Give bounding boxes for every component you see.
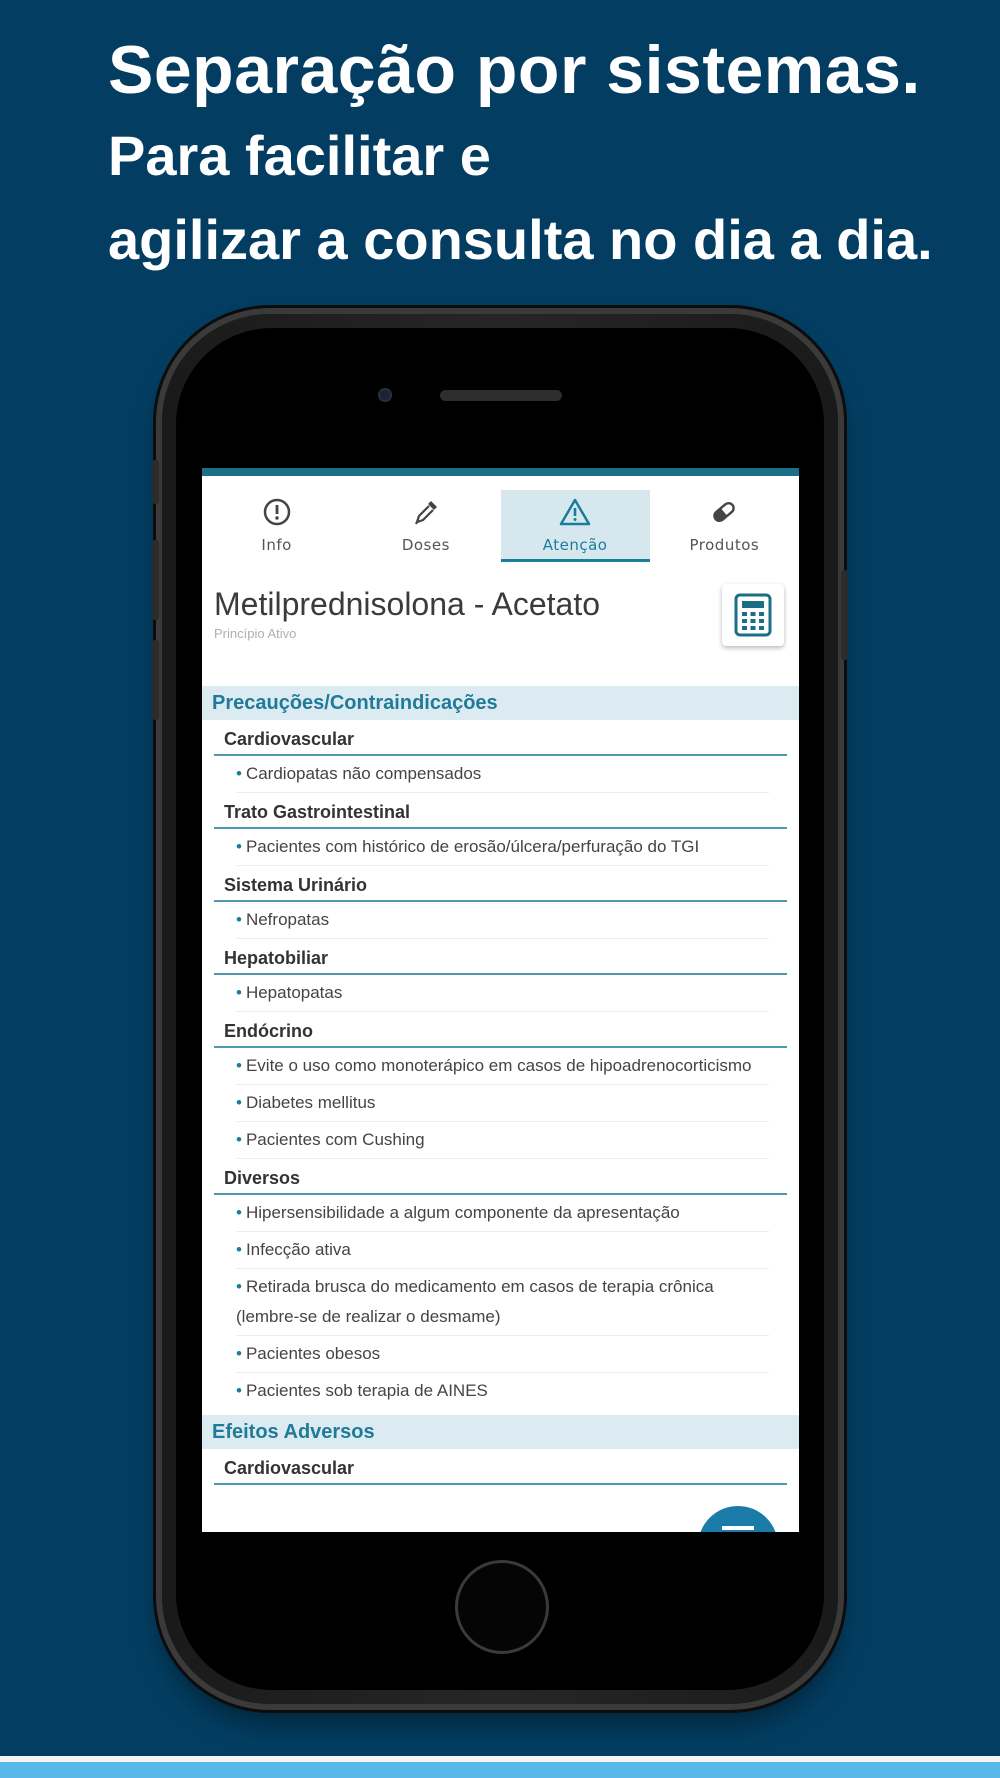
list-item-text: Pacientes com histórico de erosão/úlcera/perfuração do TGI: [245, 837, 700, 856]
tab-atencao[interactable]: [501, 490, 650, 562]
volume-down-button: [152, 640, 159, 720]
headline-line-2: Para facilitar e: [108, 124, 491, 187]
info-circle-icon: [261, 496, 293, 528]
list-item-text: Cardiopatas não compensados: [245, 764, 482, 783]
bullet: •: [236, 1203, 242, 1222]
bullet: •: [236, 983, 242, 1002]
list-item: [236, 1122, 769, 1159]
category-header: Endócrino: [214, 1016, 787, 1048]
floating-menu-button[interactable]: [698, 1506, 778, 1532]
tab-doses[interactable]: [351, 490, 500, 562]
drug-subtitle: Princípio Ativo: [214, 626, 297, 641]
warning-triangle-icon: [559, 496, 591, 528]
front-camera: [378, 388, 392, 402]
bullet: •: [236, 910, 242, 929]
list-item-text: Pacientes com Cushing: [245, 1130, 425, 1149]
list-item: [236, 1336, 769, 1373]
list-item-text: Diabetes mellitus: [245, 1093, 376, 1112]
tab-info[interactable]: [202, 490, 351, 562]
list-item: [236, 975, 769, 1012]
tab-doses-label: Doses: [401, 536, 450, 554]
headline-title: Separação por sistemas.: [108, 32, 921, 108]
bullet: •: [236, 1240, 242, 1259]
bullet: •: [236, 1344, 242, 1363]
list-item: [236, 1269, 769, 1336]
bullet: •: [236, 1277, 242, 1296]
list-item-text: Hepatopatas: [245, 983, 343, 1002]
tab-info-label: Info: [261, 536, 292, 554]
headline: [108, 28, 933, 280]
list-item-text: Pacientes obesos: [245, 1344, 381, 1363]
tab-atencao-label: Atenção: [542, 536, 608, 554]
home-button[interactable]: [455, 1560, 549, 1654]
bullet: •: [236, 764, 242, 783]
bullet: •: [236, 1130, 242, 1149]
category-header: Sistema Urinário: [214, 870, 787, 902]
bullet: •: [236, 1093, 242, 1112]
category-header: Hepatobiliar: [214, 943, 787, 975]
section-adverse-effects-header[interactable]: Efeitos Adversos: [202, 1415, 799, 1449]
list-item: [236, 902, 769, 939]
category-header: Trato Gastrointestinal: [214, 797, 787, 829]
pill-icon: [708, 496, 740, 528]
list-item-text: Evite o uso como monoterápico em casos de hipoadrenocorticismo: [245, 1056, 752, 1075]
calculator-button[interactable]: [722, 584, 784, 646]
list-item: [236, 829, 769, 866]
mute-switch: [152, 460, 159, 504]
drug-title: Metilprednisolona - Acetato: [214, 586, 600, 622]
category-header: Cardiovascular: [214, 1453, 787, 1485]
list-item-text: Hipersensibilidade a algum componente da apresentação: [245, 1203, 680, 1222]
calculator-icon: [733, 593, 773, 637]
volume-up-button: [152, 540, 159, 620]
list-item-text: Retirada brusca do medicamento em casos de terapia crônica (lembre-se de realizar o desmame): [236, 1277, 714, 1326]
status-bar: [202, 468, 799, 476]
category-header: Diversos: [214, 1163, 787, 1195]
list-item-text: Pacientes sob terapia de AINES: [245, 1381, 488, 1400]
list-item: [236, 1373, 769, 1409]
app-screen: [202, 468, 799, 1532]
bullet: •: [236, 1056, 242, 1075]
footer-strip: [0, 1762, 1000, 1778]
bullet: •: [236, 837, 242, 856]
category-header: Cardiovascular: [214, 724, 787, 756]
list-item: [236, 1195, 769, 1232]
list-item-text: Nefropatas: [245, 910, 330, 929]
tab-produtos-label: Produtos: [689, 536, 760, 554]
earpiece-speaker: [440, 390, 562, 401]
power-button: [841, 570, 848, 660]
list-item: [236, 1232, 769, 1269]
list-item-text: Infecção ativa: [245, 1240, 351, 1259]
bullet: •: [236, 1381, 242, 1400]
dropper-icon: [410, 496, 442, 528]
headline-line-3: agilizar a consulta no dia a dia.: [108, 208, 933, 271]
tab-produtos[interactable]: [650, 490, 799, 562]
list-item: [236, 1085, 769, 1122]
section-precautions-header[interactable]: Precauções/Contraindicações: [202, 686, 799, 720]
tab-bar: [202, 490, 799, 562]
list-item: [236, 756, 769, 793]
list-item: [236, 1048, 769, 1085]
attention-content: [202, 686, 799, 1485]
